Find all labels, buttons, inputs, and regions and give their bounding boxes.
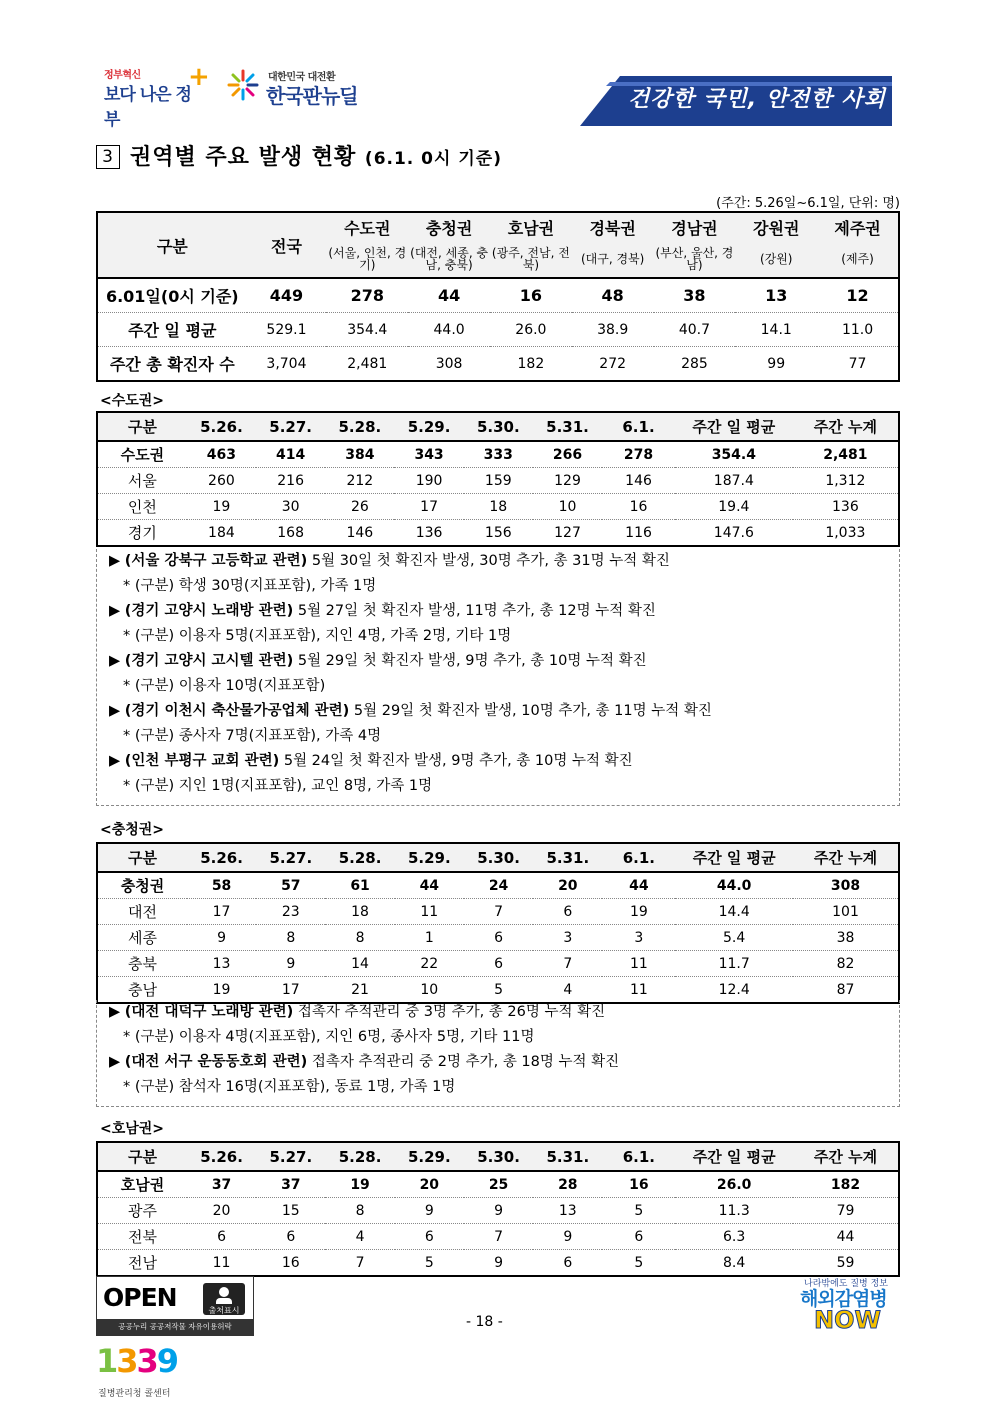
cell-value: 26 — [325, 494, 394, 520]
cell-value: 26.0 — [490, 313, 572, 347]
cluster-note — [97, 599, 899, 624]
cell-value: 22 — [395, 951, 464, 977]
hotline-number: 1339 — [96, 1342, 178, 1380]
cell-value: 7 — [464, 1224, 533, 1250]
cell-value: 7 — [533, 951, 602, 977]
cell-value: 44 — [793, 1224, 899, 1250]
cell-value: 6 — [533, 1250, 602, 1277]
cell-value: 9 — [256, 951, 325, 977]
cell-value: 57 — [281, 877, 301, 894]
cell-value: 23 — [256, 899, 325, 925]
cluster-title: (대전 대덕구 노래방 관련) — [124, 1004, 294, 1020]
cell-value: 3 — [533, 925, 602, 951]
cell-value: 19 — [602, 899, 675, 925]
cell-value: 77 — [817, 347, 899, 382]
cell-value: 136 — [394, 520, 463, 547]
cell-value: 82 — [793, 951, 899, 977]
row-label: 광주 — [97, 1198, 187, 1224]
col-region: 충청권 — [408, 212, 490, 241]
cell-value: 11 — [602, 951, 675, 977]
cluster-text: 접촉자 추적관리 중 3명 추가, 총 26명 누적 확진 — [293, 1004, 606, 1020]
cell-value: 16 — [256, 1250, 325, 1277]
hotline-1339-logo: 1339 질병관리청 콜센터 — [96, 1342, 178, 1399]
bullet-icon: ▶ — [109, 603, 125, 619]
summary-table — [96, 211, 900, 382]
col-header: 주간 누계 — [793, 412, 899, 441]
cluster-text: 5월 30일 첫 확진자 발생, 30명 추가, 총 31명 누적 확진 — [307, 553, 670, 569]
cell-value: 278 — [623, 446, 654, 463]
cell-value: 9 — [464, 1198, 533, 1224]
cell-value: 8 — [325, 1198, 394, 1224]
bullet-icon: ▶ — [109, 653, 125, 669]
cell-value: 26.0 — [716, 1176, 752, 1193]
col-header: 6.1. — [602, 843, 675, 872]
cluster-note — [97, 749, 899, 774]
col-header: 5.29. — [394, 412, 463, 441]
cell-value: 58 — [211, 877, 232, 894]
row-label: 주간 총 확진자 수 — [97, 347, 247, 382]
region-label-honam: <호남권> — [100, 1121, 165, 1137]
cell-value: 3,704 — [247, 347, 327, 382]
open-caption: 공공누리 공공저작물 자유이용허락 — [97, 1319, 253, 1335]
cluster-breakdown: * (구분) 학생 30명(지표포함), 가족 1명 — [123, 578, 377, 594]
col-header: 5.28. — [325, 1142, 394, 1171]
cell-value: 6 — [533, 899, 602, 925]
cluster-title: (인천 부평구 교회 관련) — [124, 753, 280, 769]
honam-table — [96, 1141, 900, 1277]
bullet-icon: ▶ — [109, 1054, 125, 1070]
row-label: 호남권 — [120, 1176, 165, 1194]
cell-value: 212 — [325, 468, 394, 494]
cell-value: 79 — [793, 1198, 899, 1224]
cell-value: 6 — [464, 925, 533, 951]
cluster-text: 5월 29일 첫 확진자 발생, 9명 추가, 총 10명 누적 확진 — [293, 653, 647, 669]
cluster-breakdown: * (구분) 지인 1명(지표포함), 교인 8명, 가족 1명 — [123, 778, 433, 794]
cell-value: 449 — [269, 286, 304, 305]
cell-value: 2,481 — [326, 347, 408, 382]
slogan-text: 건강한 국민, 안전한 사회 — [628, 87, 886, 112]
cell-value: 333 — [483, 446, 513, 463]
col-header: 5.31. — [533, 1142, 602, 1171]
cell-value: 11.3 — [675, 1198, 793, 1224]
cell-value: 16 — [629, 1176, 649, 1193]
cell-value: 8 — [256, 925, 325, 951]
open-label: OPEN — [103, 1283, 177, 1312]
burst-icon — [226, 68, 260, 102]
col-header: 5.26. — [187, 843, 256, 872]
section-number: 3 — [96, 145, 120, 169]
row-label: 충북 — [97, 951, 187, 977]
cluster-note — [97, 649, 899, 674]
cell-value: 156 — [464, 520, 533, 547]
cell-value: 136 — [793, 494, 899, 520]
bullet-icon: ▶ — [109, 553, 125, 569]
cell-value: 129 — [533, 468, 602, 494]
col-header: 5.26. — [187, 412, 256, 441]
col-header: 주간 일 평균 — [675, 412, 793, 441]
cell-value: 6 — [464, 951, 533, 977]
col-region-sub: (부산, 울산, 경남) — [654, 241, 736, 278]
col-header: 주간 일 평균 — [675, 1142, 793, 1171]
cluster-note — [97, 699, 899, 724]
cell-value: 25 — [488, 1176, 509, 1193]
row-label: 충남 — [97, 977, 187, 1004]
cell-value: 7 — [464, 899, 533, 925]
gov-innovation-logo: 정부혁신 보다 나은 정부 + — [104, 62, 210, 130]
cell-value: 11.7 — [675, 951, 793, 977]
table-row — [97, 925, 899, 951]
region-label-sudo: <수도권> — [100, 393, 165, 409]
col-header: 5.28. — [325, 843, 394, 872]
col-header: 6.1. — [602, 1142, 675, 1171]
row-label: 6.01일(0시 기준) — [105, 287, 239, 306]
cell-value: 28 — [558, 1176, 578, 1193]
cell-value: 1 — [395, 925, 464, 951]
col-header: 5.30. — [464, 843, 533, 872]
row-label: 충청권 — [120, 877, 165, 895]
cell-value: 10 — [533, 494, 602, 520]
cell-value: 6 — [256, 1224, 325, 1250]
cell-value: 384 — [345, 446, 375, 463]
cluster-text: 5월 24일 첫 확진자 발생, 9명 추가, 총 10명 누적 확진 — [279, 753, 633, 769]
col-header: 주간 일 평균 — [675, 843, 793, 872]
cell-value: 16 — [602, 494, 675, 520]
col-header: 5.29. — [395, 843, 464, 872]
cell-value: 8.4 — [675, 1250, 793, 1277]
cell-value: 278 — [350, 286, 384, 305]
col-header: 5.29. — [395, 1142, 464, 1171]
cell-value: 9 — [464, 1250, 533, 1277]
cell-value: 5 — [464, 977, 533, 1004]
cell-value: 59 — [793, 1250, 899, 1277]
cell-value: 17 — [187, 899, 256, 925]
cell-value: 182 — [490, 347, 572, 382]
cell-value: 463 — [206, 446, 237, 463]
table-row — [97, 899, 899, 925]
col-header: 5.30. — [464, 1142, 533, 1171]
cell-value: 5 — [602, 1250, 675, 1277]
cell-value: 3 — [602, 925, 675, 951]
section-subtitle: (6.1. 0시 기준) — [364, 149, 502, 169]
cell-value: 168 — [256, 520, 325, 547]
cell-value: 10 — [395, 977, 464, 1004]
col-region: 경북권 — [572, 212, 654, 241]
cell-value: 17 — [394, 494, 463, 520]
bullet-icon: ▶ — [109, 753, 125, 769]
total-row — [97, 1171, 899, 1198]
cluster-note — [97, 1000, 899, 1025]
table-row — [97, 1224, 899, 1250]
col-header: 5.28. — [325, 412, 394, 441]
cell-value: 19 — [187, 977, 256, 1004]
cluster-breakdown: * (구분) 종사자 7명(지표포함), 가족 4명 — [123, 728, 382, 744]
table-row — [97, 1250, 899, 1277]
header-row — [97, 843, 899, 872]
cell-value: 6 — [395, 1224, 464, 1250]
cell-value: 11 — [395, 899, 464, 925]
row-label: 서울 — [97, 468, 187, 494]
cell-value: 4 — [325, 1224, 394, 1250]
cluster-note — [97, 1050, 899, 1075]
overseas-infection-now-logo: 나라밖에도 질병 정보 해외감염병 NOW — [800, 1279, 888, 1334]
cell-value: 308 — [830, 877, 861, 894]
cluster-breakdown: * (구분) 이용자 5명(지표포함), 지인 4명, 가족 2명, 기타 1명 — [123, 628, 512, 644]
cell-value: 260 — [187, 468, 256, 494]
cluster-breakdown: * (구분) 이용자 10명(지표포함) — [123, 678, 326, 694]
col-header: 5.31. — [533, 843, 602, 872]
chung-notes — [96, 1000, 900, 1107]
cell-value: 1,033 — [793, 520, 899, 547]
row-label: 전남 — [97, 1250, 187, 1277]
cell-value: 5.4 — [675, 925, 793, 951]
bullet-icon: ▶ — [109, 703, 125, 719]
cell-value: 216 — [256, 468, 325, 494]
cell-value: 354.4 — [711, 446, 756, 463]
unit-note: (주간: 5.26일~6.1일, 단위: 명) — [716, 196, 900, 211]
col-region: 강원권 — [735, 212, 817, 241]
sudo-notes — [96, 549, 900, 806]
cell-value: 147.6 — [675, 520, 793, 547]
cell-value: 2,481 — [823, 446, 868, 463]
row-label: 경기 — [97, 520, 187, 547]
cell-value: 24 — [488, 877, 509, 894]
cell-value: 308 — [408, 347, 490, 382]
cell-value: 4 — [533, 977, 602, 1004]
cluster-title: (대전 서구 운동동호회 관련) — [124, 1054, 308, 1070]
col-region-sub: (대전, 세종, 충남, 충북) — [408, 241, 490, 278]
cell-value: 37 — [281, 1176, 301, 1193]
col-header: 5.27. — [256, 843, 325, 872]
cell-value: 38 — [683, 286, 706, 305]
cell-value: 529.1 — [247, 313, 327, 347]
col-region: 경남권 — [654, 212, 736, 241]
cell-value: 61 — [350, 877, 370, 894]
cluster-title: (경기 이천시 축산물가공업체 관련) — [124, 703, 350, 719]
cluster-text: 5월 27일 첫 확진자 발생, 11명 추가, 총 12명 누적 확진 — [293, 603, 656, 619]
cell-value: 8 — [325, 925, 394, 951]
col-header: 5.27. — [256, 412, 325, 441]
cell-value: 13 — [765, 286, 788, 305]
cell-value: 20 — [558, 877, 578, 894]
col-header: 주간 누계 — [793, 1142, 899, 1171]
cell-value: 13 — [187, 951, 256, 977]
summary-body — [97, 278, 899, 381]
table-row — [97, 520, 899, 547]
cell-value: 30 — [256, 494, 325, 520]
cluster-note — [97, 549, 899, 574]
col-header: 구분 — [97, 1142, 187, 1171]
cell-value: 116 — [602, 520, 675, 547]
cell-value: 12.4 — [675, 977, 793, 1004]
attribution-label: 출처표시 — [208, 1306, 240, 1315]
header-row — [97, 1142, 899, 1171]
cluster-breakdown: * (구분) 이용자 4명(지표포함), 지인 6명, 종사자 5명, 기타 11명 — [123, 1029, 535, 1045]
cell-value: 272 — [572, 347, 654, 382]
col-region: 호남권 — [490, 212, 572, 241]
cell-value: 414 — [276, 446, 306, 463]
sudo-table — [96, 411, 900, 547]
col-region: 제주권 — [817, 212, 899, 241]
cell-value: 6 — [602, 1224, 675, 1250]
col-nation: 전국 — [247, 212, 327, 278]
cluster-title: (경기 고양시 고시텔 관련) — [124, 653, 294, 669]
col-region-sub: (광주, 전남, 전북) — [490, 241, 572, 278]
cell-value: 1,312 — [793, 468, 899, 494]
cell-value: 285 — [654, 347, 736, 382]
cell-value: 38.9 — [572, 313, 654, 347]
cell-value: 14 — [325, 951, 394, 977]
region-label-chung: <충청권> — [100, 822, 165, 838]
cell-value: 6 — [187, 1224, 256, 1250]
page-number: - 18 - — [466, 1314, 503, 1330]
cell-value: 7 — [325, 1250, 394, 1277]
cell-value: 9 — [533, 1224, 602, 1250]
attribution-icon — [203, 1283, 245, 1315]
cell-value: 5 — [602, 1198, 675, 1224]
row-label: 대전 — [97, 899, 187, 925]
cell-value: 44.0 — [716, 877, 752, 894]
cell-value: 18 — [325, 899, 394, 925]
cell-value: 266 — [552, 446, 583, 463]
cluster-breakdown: * (구분) 참석자 16명(지표포함), 동료 1명, 가족 1명 — [123, 1079, 456, 1095]
cluster-text: 접촉자 추적관리 중 2명 추가, 총 18명 누적 확진 — [307, 1054, 620, 1070]
col-header: 5.30. — [464, 412, 533, 441]
cell-value: 13 — [533, 1198, 602, 1224]
col-group: 구분 — [97, 212, 247, 278]
cell-value: 182 — [830, 1176, 861, 1193]
cell-value: 44 — [419, 877, 440, 894]
col-region-sub: (제주) — [817, 241, 899, 278]
cell-value: 20 — [187, 1198, 256, 1224]
cell-value: 44.0 — [408, 313, 490, 347]
notes-spacer — [97, 1100, 899, 1106]
cell-value: 12 — [846, 286, 869, 305]
col-header: 주간 누계 — [793, 843, 899, 872]
cell-value: 6.3 — [675, 1224, 793, 1250]
cell-value: 18 — [464, 494, 533, 520]
cell-value: 146 — [602, 468, 675, 494]
row-label: 전북 — [97, 1224, 187, 1250]
slogan-banner — [580, 72, 892, 126]
row-label: 인천 — [97, 494, 187, 520]
cell-value: 11 — [602, 977, 675, 1004]
open-license-badge — [96, 1276, 254, 1336]
bullet-icon: ▶ — [109, 1004, 125, 1020]
cell-value: 14.4 — [675, 899, 793, 925]
chung-table — [96, 842, 900, 1004]
cell-value: 99 — [735, 347, 817, 382]
cell-value: 37 — [211, 1176, 232, 1193]
cell-value: 101 — [793, 899, 899, 925]
table-row — [97, 1198, 899, 1224]
col-header: 5.31. — [533, 412, 602, 441]
summary-row — [97, 313, 899, 347]
table-row — [97, 951, 899, 977]
cell-value: 19.4 — [675, 494, 793, 520]
col-region: 수도권 — [326, 212, 408, 241]
section-title — [96, 140, 502, 171]
cluster-title: (서울 강북구 고등학교 관련) — [124, 553, 308, 569]
row-label: 세종 — [97, 925, 187, 951]
cell-value: 17 — [256, 977, 325, 1004]
col-region-sub: (대구, 경북) — [572, 241, 654, 278]
cell-value: 19 — [350, 1176, 370, 1193]
cell-value: 9 — [187, 925, 256, 951]
cell-value: 20 — [419, 1176, 440, 1193]
cell-value: 48 — [601, 286, 624, 305]
cell-value: 38 — [793, 925, 899, 951]
cell-value: 19 — [187, 494, 256, 520]
cell-value: 146 — [325, 520, 394, 547]
cell-value: 127 — [533, 520, 602, 547]
total-row — [97, 872, 899, 899]
summary-row — [97, 347, 899, 382]
col-region-sub: (서울, 인천, 경기) — [326, 241, 408, 278]
total-row — [97, 441, 899, 468]
cell-value: 187.4 — [675, 468, 793, 494]
header-row — [97, 412, 899, 441]
cell-value: 40.7 — [654, 313, 736, 347]
col-header: 6.1. — [602, 412, 675, 441]
cell-value: 15 — [256, 1198, 325, 1224]
cell-value: 11.0 — [817, 313, 899, 347]
cell-value: 44 — [629, 877, 649, 894]
notes-spacer — [97, 799, 899, 805]
cell-value: 159 — [464, 468, 533, 494]
section-title-text: 권역별 주요 발생 현황 — [130, 145, 357, 170]
cell-value: 16 — [519, 286, 542, 305]
table-row — [97, 468, 899, 494]
cell-value: 190 — [394, 468, 463, 494]
summary-row — [97, 278, 899, 313]
cell-value: 5 — [395, 1250, 464, 1277]
korean-new-deal-logo: 대한민국 대전환 한국판뉴딜 — [226, 66, 376, 112]
col-header: 구분 — [97, 412, 187, 441]
cell-value: 14.1 — [735, 313, 817, 347]
cell-value: 21 — [325, 977, 394, 1004]
col-region-sub: (강원) — [735, 241, 817, 278]
cell-value: 87 — [793, 977, 899, 1004]
cluster-title: (경기 고양시 노래방 관련) — [124, 603, 294, 619]
cell-value: 184 — [187, 520, 256, 547]
plus-icon: + — [188, 62, 210, 92]
table-row — [97, 494, 899, 520]
cell-value: 44 — [437, 286, 461, 305]
cell-value: 9 — [395, 1198, 464, 1224]
cluster-text: 5월 29일 첫 확진자 발생, 10명 추가, 총 11명 누적 확진 — [349, 703, 712, 719]
col-header: 구분 — [97, 843, 187, 872]
cell-value: 343 — [414, 446, 444, 463]
row-label: 수도권 — [120, 446, 165, 464]
col-header: 5.27. — [256, 1142, 325, 1171]
cell-value: 11 — [187, 1250, 256, 1277]
row-label: 주간 일 평균 — [97, 313, 247, 347]
cell-value: 354.4 — [326, 313, 408, 347]
col-header: 5.26. — [187, 1142, 256, 1171]
